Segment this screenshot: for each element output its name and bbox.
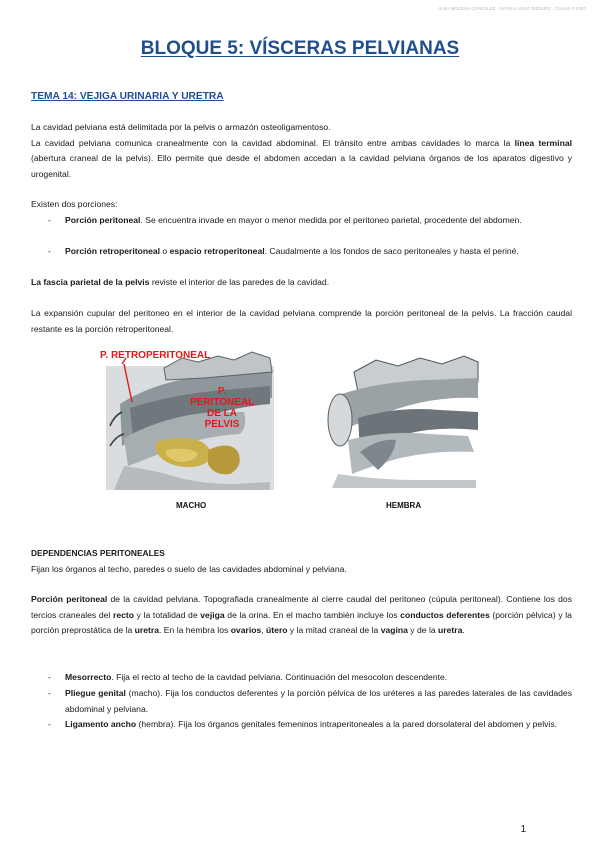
list-item: - Porción peritoneal. Se encuentra invade en mayor o menor medida por el peritoneo parietal, procedente del abdomen. xyxy=(48,214,522,225)
caption-hembra: HEMBRA xyxy=(386,501,422,510)
label-retroperitoneal: P. RETROPERITONEAL xyxy=(100,350,211,361)
label-peritoneal-pelvis: P. PERITONEAL DE LA PELVIS xyxy=(190,386,255,430)
dependencias-title: DEPENDENCIAS PERITONEALES xyxy=(31,548,165,558)
dependencias-paragraph-2: Porción peritoneal de la cavidad pelviana. Topografiada cranealmente al cierre caudal del peritoneo (cúpula peritoneal). Contiene los dos tercios craneales del recto y la totalidad de vejiga de la orina. En el macho también incluye los conductos deferentes (porción pélvica) y la porción preprostática de la uretra. En la hembra los ovarios, útero y la mitad craneal de la vagina y de la uretra. xyxy=(31,594,572,635)
header-note: ALBA MOLDÁN GONZÁLEZ · NATALIA DÍAZ DIEGUEZ · CUALO F.FIZO xyxy=(438,6,586,11)
paragraph-1: La cavidad pelviana está delimitada por la pelvis o armazón osteoligamentoso. xyxy=(31,122,331,132)
dependencias-paragraph-1: Fijan los órganos al techo, paredes o suelo de las cavidades abdominal y pelviana. xyxy=(31,564,347,574)
paragraph-3: Existen dos porciones: xyxy=(31,199,118,209)
paragraph-4: La fascia parietal de la pelvis reviste el interior de las paredes de la cavidad. xyxy=(31,276,330,287)
page-number: 1 xyxy=(520,824,526,835)
paragraph-5: La expansión cupular del peritoneo en el interior de la cavidad pelviana comprende la porción peritoneal de la pelvis. La fracción caudal restante es la porción retroperitoneal. xyxy=(31,308,572,334)
section-title: TEMA 14: VEJIGA URINARIA Y URETRA xyxy=(31,91,224,102)
pelvis-female-illustration xyxy=(318,352,480,490)
list-item: - Mesorrecto. Fija el recto al techo de la cavidad pelviana. Continuación del mesocolon descendente. xyxy=(48,672,448,682)
caption-macho: MACHO xyxy=(176,501,207,510)
page-title: BLOQUE 5: VÍSCERAS PELVIANAS xyxy=(140,38,460,59)
paragraph-2: La cavidad pelviana comunica cranealmente con la cavidad abdominal. El tránsito entre ambas cavidades lo marca la línea terminal (abertura craneal de la pelvis). Ello permite que desde el abdomen accedan a la cavidad pelviana órganos de los aparatos digestivo y urogenital. xyxy=(31,137,572,179)
list-item: - Porción retroperitoneal o espacio retroperitoneal. Caudalmente a los fondos de saco peritoneales y hasta el periné. xyxy=(48,245,519,256)
list-item: - Pliegue genital (macho). Fija los conductos deferentes y la porción pélvica de los uréteres a las paredes laterales de las cavidades abdominal y pelviana. xyxy=(48,688,572,714)
list-item: - Ligamento ancho (hembra). Fija los órganos genitales femeninos intraperitoneales a la pared dorsolateral del abdomen y pelvis. xyxy=(48,719,558,729)
